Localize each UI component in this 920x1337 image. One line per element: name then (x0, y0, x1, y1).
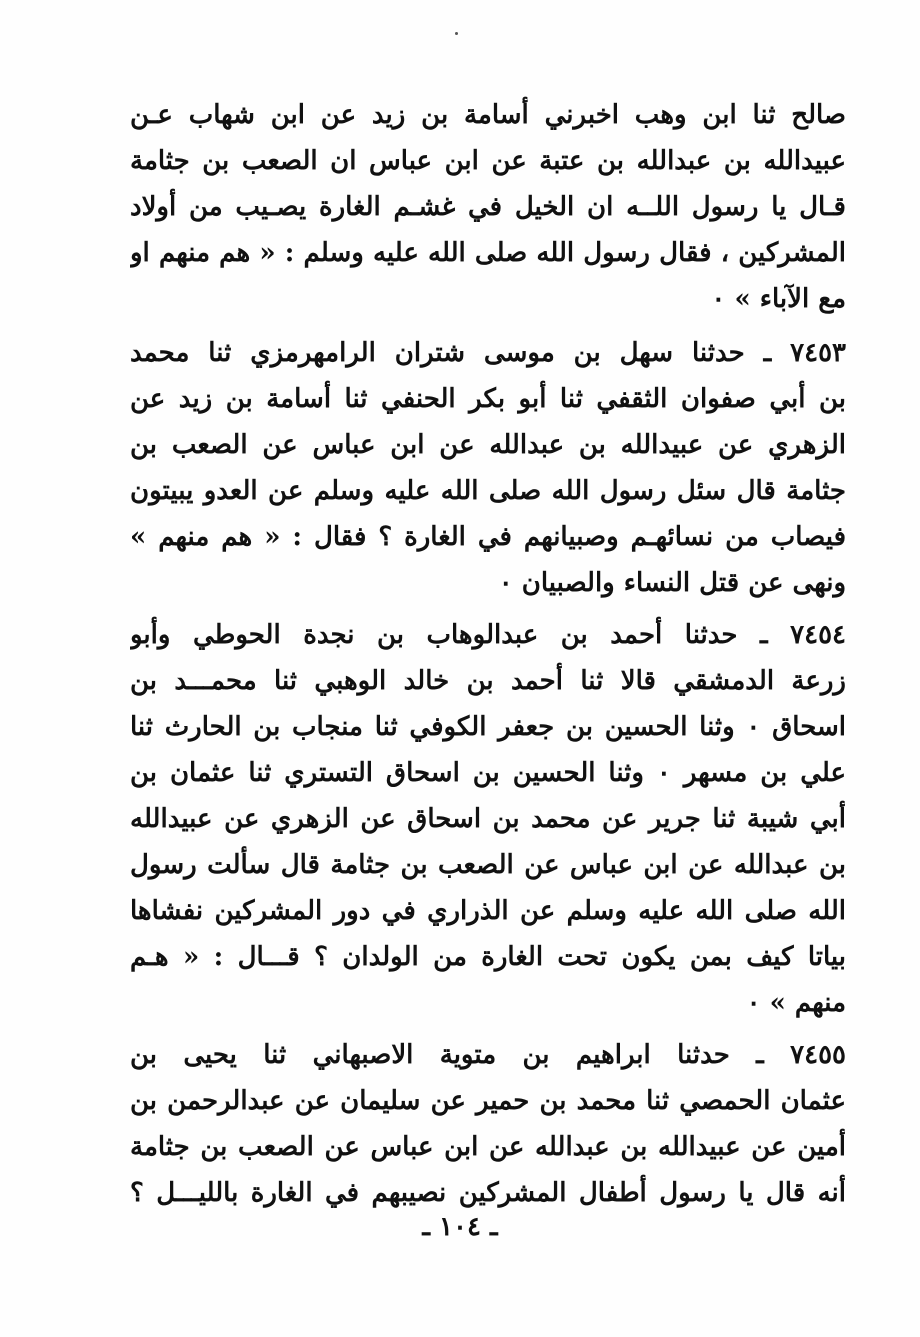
text-line: ٧٤٥٤ ـ حدثنا أحمد بن عبدالوهاب بن نجدة الحوطي وأبو (130, 620, 846, 650)
text-line: صالح ثنا ابن وهب اخبرني أسامة بن زيد عن ابن شهاب عـن (130, 100, 846, 130)
text-line: عبيدالله بن عبدالله بن عتبة عن ابن عباس ان الصعب بن جثامة (130, 146, 846, 176)
text-line: الزهري عن عبيدالله بن عبدالله عن ابن عباس عن الصعب بن (130, 430, 846, 460)
text-line: ٧٤٥٣ ـ حدثنا سهل بن موسى شتران الرامهرمزي ثنا محمد (130, 338, 846, 368)
hadith-7453 (130, 330, 846, 606)
speck-mark (455, 32, 458, 35)
text-line: جثامة قال سئل رسول الله صلى الله عليه وسلم عن العدو يبيتون (130, 476, 846, 506)
text-line: اسحاق ٠ وثنا الحسين بن جعفر الكوفي ثنا منجاب بن الحارث ثنا (130, 712, 846, 742)
text-line: المشركين ، فقال رسول الله صلى الله عليه وسلم : « هم منهم او (130, 238, 846, 268)
text-line: أنه قال يا رسول أطفال المشركين نصيبهم في الغارة بالليـــل ؟ (130, 1178, 846, 1208)
paragraph-continuation (130, 92, 846, 322)
hadith-7454 (130, 612, 846, 1026)
text-line: بياتا كيف بمن يكون تحت الغارة من الولدان ؟ قـــال : « هـم (130, 942, 846, 972)
text-line: بن أبي صفوان الثقفي ثنا أبو بكر الحنفي ثنا أسامة بن زيد عن (130, 384, 846, 414)
text-line: ٧٤٥٥ ـ حدثنا ابراهيم بن متوية الاصبهاني ثنا يحيى بن (130, 1040, 846, 1070)
text-line: علي بن مسهر ٠ وثنا الحسين بن اسحاق التستري ثنا عثمان بن (130, 758, 846, 788)
text-line: أبي شيبة ثنا جرير عن محمد بن اسحاق عن الزهري عن عبيدالله (130, 804, 846, 834)
text-line: قـال يا رسول اللــه ان الخيل في غشـم الغارة يصـيب من أولاد (130, 192, 846, 222)
text-line: فيصاب من نسائهـم وصبيانهم في الغارة ؟ فقال : « هم منهم » (130, 522, 846, 552)
hadith-7455 (130, 1032, 846, 1216)
text-line: عثمان الحمصي ثنا محمد بن حمير عن سليمان عن عبدالرحمن بن (130, 1086, 846, 1116)
text-line: منهم » ٠ (746, 988, 846, 1018)
text-line: الله صلى الله عليه وسلم عن الذراري في دور المشركين نفشاها (130, 896, 846, 926)
text-line: زرعة الدمشقي قالا ثنا أحمد بن خالد الوهبي ثنا محمـــد بن (130, 666, 846, 696)
text-line: بن عبدالله عن ابن عباس عن الصعب بن جثامة قال سألت رسول (130, 850, 846, 880)
text-line: مع الآباء » ٠ (711, 284, 846, 314)
page-number: ـ ١٠٤ ـ (422, 1212, 498, 1242)
text-line: ونهى عن قتل النساء والصبيان ٠ (498, 568, 846, 598)
text-line: أمين عن عبيدالله بن عبدالله عن ابن عباس عن الصعب بن جثامة (130, 1132, 846, 1162)
